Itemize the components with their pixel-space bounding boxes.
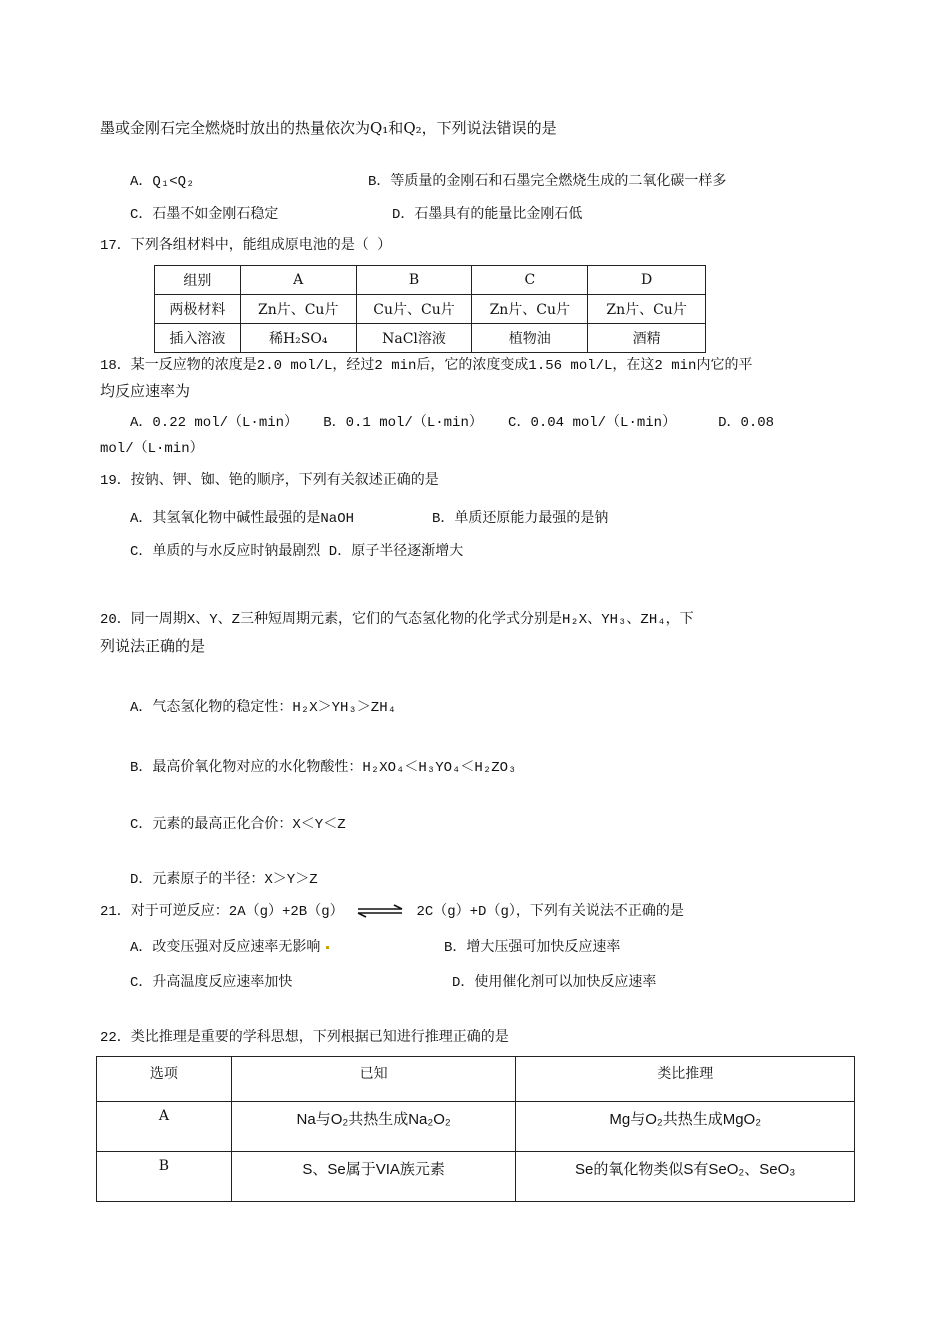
table-cell: 酒精 (588, 324, 706, 353)
q20-option-d: D．元素原子的半径：X＞Y＞Z (130, 872, 318, 888)
q21-option-a: A．改变压强对反应速率无影响 (130, 938, 329, 958)
table-cell: A (97, 1102, 232, 1152)
table-cell: 组别 (155, 266, 241, 295)
q17-table-header (155, 266, 706, 295)
table-cell: Mg与O₂共热生成MgO₂ (516, 1102, 855, 1152)
q21-stem-suffix: 2C（g）+D（g），下列有关说法不正确的是 (416, 904, 684, 920)
q19-option-a: A．其氢氧化物中碱性最强的是NaOH (130, 511, 355, 527)
table-cell: NaCl溶液 (356, 324, 472, 353)
table-row (97, 1152, 855, 1202)
table-cell: B (356, 266, 472, 295)
q22-stem: 22．类比推理是重要的学科思想，下列根据已知进行推理正确的是 (100, 1030, 509, 1046)
q17-table (154, 265, 706, 353)
table-cell: Zn片、Cu片 (472, 295, 588, 324)
table-row (155, 324, 706, 353)
table-cell: Zn片、Cu片 (588, 295, 706, 324)
q19-option-cd: C．单质的与水反应时钠最剧烈 D．原子半径逐渐增大 (130, 544, 464, 560)
q17-stem: 17．下列各组材料中，能组成原电池的是（ ） (100, 238, 392, 254)
table-cell: Se的氧化物类似S有SeO₂、SeO₃ (516, 1152, 855, 1202)
table-cell: D (588, 266, 706, 295)
table-cell: A (240, 266, 356, 295)
q20-stem-line2: 列说法正确的是 (100, 637, 206, 655)
table-cell: Na与O₂共热生成Na₂O₂ (231, 1102, 516, 1152)
table-cell: 稀H₂SO₄ (240, 324, 356, 353)
q19-stem: 19．按钠、钾、铷、铯的顺序，下列有关叙述正确的是 (100, 473, 439, 489)
q21-option-d: D．使用催化剂可以加快反应速率 (452, 975, 657, 991)
q16-option-a: A．Q₁<Q₂ (130, 174, 195, 190)
table-cell: 插入溶液 (155, 324, 241, 353)
table-cell: C (472, 266, 588, 295)
q20-option-b: B．最高价氧化物对应的水化物酸性：H₂XO₄＜H₃YO₄＜H₂ZO₃ (130, 760, 517, 776)
q16-stem: 墨或金刚石完全燃烧时放出的热量依次为Q₁和Q₂，下列说法错误的是 (100, 119, 557, 137)
table-cell: S、Se属于VIA族元素 (231, 1152, 516, 1202)
q18-options-line1: A．0.22 mol/（L·min） B．0.1 mol/（L·min） C．0.04 mol/（L·min） D．0.08 (130, 415, 775, 431)
q18-stem-line2: 均反应速率为 (100, 382, 191, 400)
q18-options-line2: mol/（L·min） (100, 441, 204, 457)
table-cell: 类比推理 (516, 1057, 855, 1102)
q21-option-c: C．升高温度反应速率加快 (130, 975, 293, 991)
q18-stem-line1: 18．某一反应物的浓度是2.0 mol/L，经过2 min后，它的浓度变成1.56 mol/L，在这2 min内它的平 (100, 358, 753, 374)
q21-stem (100, 902, 684, 922)
q21-option-b: B．增大压强可加快反应速率 (444, 940, 621, 956)
q16-option-c: C．石墨不如金刚石稳定 (130, 207, 279, 223)
q22-table (96, 1056, 855, 1202)
q20-stem-line1: 20．同一周期X、Y、Z三种短周期元素，它们的气态氢化物的化学式分别是H₂X、YH₃、ZH₄，下 (100, 612, 694, 628)
q19-option-b: B．单质还原能力最强的是钠 (432, 511, 609, 527)
q20-option-a: A．气态氢化物的稳定性：H₂X＞YH₃＞ZH₄ (130, 700, 397, 716)
q22-table-header (97, 1057, 855, 1102)
q20-option-c: C．元素的最高正化合价：X＜Y＜Z (130, 817, 346, 833)
table-row (97, 1102, 855, 1152)
table-cell: 已知 (231, 1057, 516, 1102)
q16-option-d: D．石墨具有的能量比金刚石低 (392, 207, 583, 223)
table-row (155, 295, 706, 324)
table-cell: B (97, 1152, 232, 1202)
table-cell: 两极材料 (155, 295, 241, 324)
q16-option-b: B．等质量的金刚石和石墨完全燃烧生成的二氧化碳一样多 (368, 174, 727, 190)
table-cell: Cu片、Cu片 (356, 295, 472, 324)
table-cell: 植物油 (472, 324, 588, 353)
table-cell: 选项 (97, 1057, 232, 1102)
table-cell: Zn片、Cu片 (240, 295, 356, 324)
q21-stem-prefix: 21．对于可逆反应：2A（g）+2B（g） (100, 904, 344, 920)
reversible-arrow-icon (356, 904, 404, 918)
